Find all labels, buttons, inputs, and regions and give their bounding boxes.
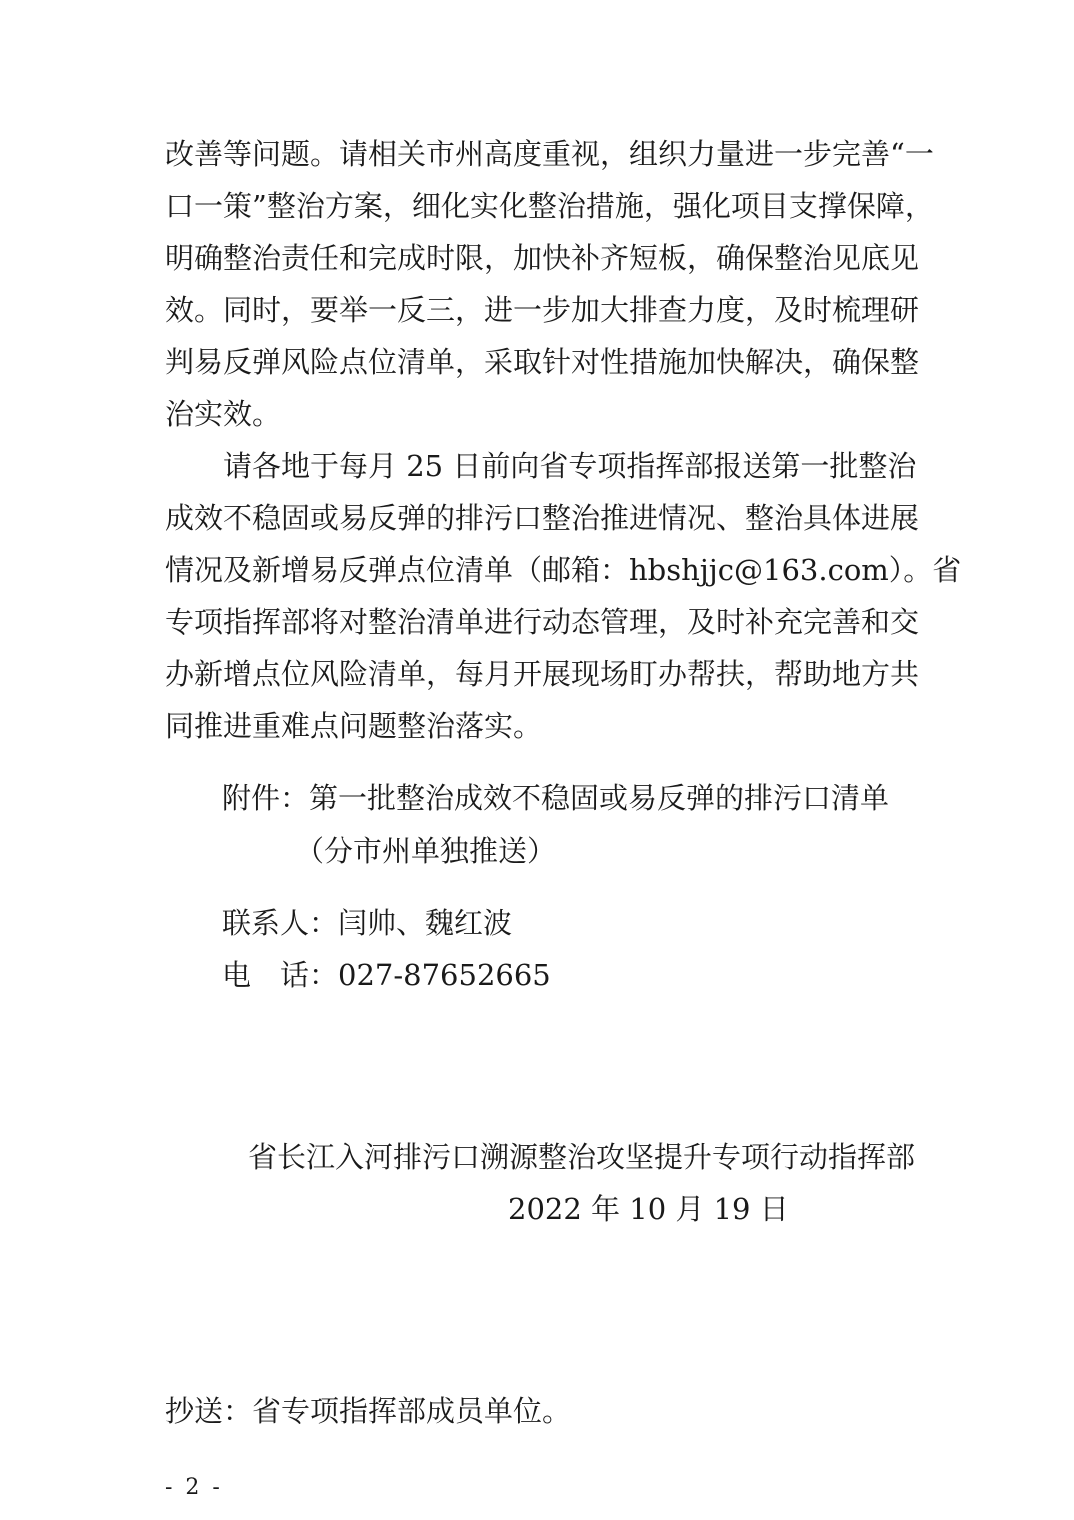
text-line: 成效不稳固或易反弹的排污口整治推进情况、整治具体进展 <box>165 501 920 535</box>
cc-line: 抄送：省专项指挥部成员单位。 <box>165 1394 572 1428</box>
text-line: 明确整治责任和完成时限，加快补齐短板，确保整治见底见 <box>165 241 920 275</box>
text-line: 判易反弹风险点位清单，采取针对性措施加快解决，确保整 <box>165 345 920 379</box>
signature-date: 2022 年 10 月 19 日 <box>508 1192 789 1226</box>
text-line: 效。同时，要举一反三，进一步加大排查力度，及时梳理研 <box>165 293 920 327</box>
text-line: 办新增点位风险清单，每月开展现场盯办帮扶，帮助地方共 <box>165 657 920 691</box>
page-number: - 2 - <box>165 1475 223 1500</box>
contact-phone: 电 话：027-87652665 <box>222 958 551 992</box>
text-line: 改善等问题。请相关市州高度重视，组织力量进一步完善“一 <box>165 137 934 171</box>
attachment-note: （分市州单独推送） <box>295 834 557 868</box>
text-line: 治实效。 <box>165 397 282 431</box>
attachment-title: 附件：第一批整治成效不稳固或易反弹的排污口清单 <box>222 781 890 815</box>
text-line: 同推进重难点问题整治落实。 <box>165 709 543 743</box>
text-line: 专项指挥部将对整治清单进行动态管理，及时补充完善和交 <box>165 605 920 639</box>
text-line: 口一策”整治方案，细化实化整治措施，强化项目支撑保障， <box>165 189 934 223</box>
signature-org: 省长江入河排污口溯源整治攻坚提升专项行动指挥部 <box>248 1140 916 1174</box>
contact-person: 联系人：闫帅、魏红波 <box>222 906 513 940</box>
text-line: 请各地于每月 25 日前向省专项指挥部报送第一批整治 <box>223 449 917 483</box>
text-line: 情况及新增易反弹点位清单（邮箱：hbshjjc@163.com）。省 <box>165 553 962 587</box>
